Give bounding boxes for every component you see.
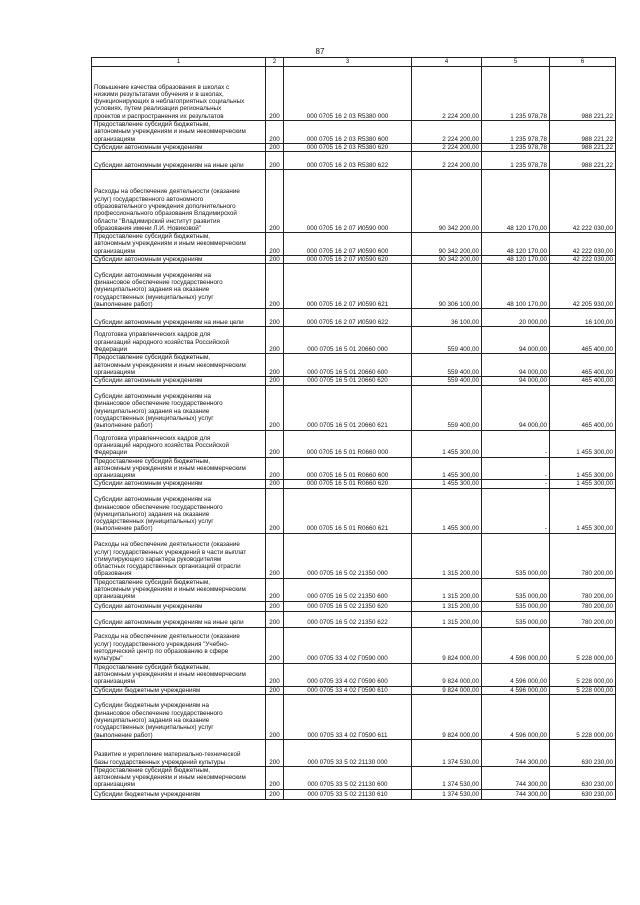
- row-value-col4: 1 374 530,00: [412, 789, 482, 799]
- row-value-col4: 9 824 000,00: [412, 694, 482, 739]
- row-value-col4: 1 374 530,00: [412, 739, 482, 766]
- page-number: 87: [315, 47, 325, 56]
- row-classification-code: 000 0705 33 4 02 Г0590 610: [284, 686, 412, 694]
- table-row: [92, 430, 616, 457]
- row-value-col4: 559 400,00: [412, 377, 482, 385]
- row-admin-code: 200: [266, 327, 284, 354]
- row-classification-code: 000 0705 33 4 02 Г0590 000: [284, 627, 412, 663]
- column-header: 4: [412, 58, 482, 67]
- row-value-col5: 1 235 978,78: [482, 67, 550, 121]
- row-name: Субсидии автономным учреждениям на финансовое обеспечение государственного (муниципального) задания на оказание государственных (муниципальных) услуг (выполнение работ): [92, 385, 266, 430]
- table-row: [92, 264, 616, 309]
- row-name: Субсидии автономным учреждениям на иные цели: [92, 152, 266, 170]
- row-admin-code: 200: [266, 488, 284, 533]
- row-value-col4: 2 224 200,00: [412, 152, 482, 170]
- table-row: [92, 327, 616, 354]
- table-row: [92, 385, 616, 430]
- row-value-col4: 9 824 000,00: [412, 663, 482, 686]
- table-row: [92, 233, 616, 256]
- table-row: [92, 152, 616, 170]
- row-value-col4: 559 400,00: [412, 354, 482, 377]
- row-value-col4: 9 824 000,00: [412, 627, 482, 663]
- row-value-col5: 744 300,00: [482, 739, 550, 766]
- row-value-col5: 94 000,00: [482, 377, 550, 385]
- row-value-col6: 988 221,22: [550, 67, 616, 121]
- row-name: Субсидии автономным учреждениям: [92, 601, 266, 611]
- row-admin-code: 200: [266, 533, 284, 578]
- table-row: [92, 67, 616, 121]
- row-admin-code: 200: [266, 152, 284, 170]
- row-value-col5: 48 120 170,00: [482, 256, 550, 264]
- table-row: [92, 578, 616, 601]
- row-value-col5: 94 000,00: [482, 327, 550, 354]
- row-value-col5: 1 235 978,78: [482, 121, 550, 144]
- row-classification-code: 000 0705 16 5 01 R0660 621: [284, 488, 412, 533]
- row-name: Предоставление субсидий бюджетным, автономным учреждениям и иным некоммерческим организациям: [92, 233, 266, 256]
- row-value-col5: 1 235 978,78: [482, 152, 550, 170]
- row-admin-code: 200: [266, 663, 284, 686]
- row-classification-code: 000 0705 33 5 02 21130 000: [284, 739, 412, 766]
- column-header: 5: [482, 58, 550, 67]
- row-value-col6: 5 228 000,00: [550, 663, 616, 686]
- row-classification-code: 000 0705 16 2 07 И0590 621: [284, 264, 412, 309]
- row-name: Субсидии автономным учреждениям на финансовое обеспечение государственного (муниципального) задания на оказание государственных (муниципальных) услуг (выполнение работ): [92, 264, 266, 309]
- row-name: Предоставление субсидий бюджетным, автономным учреждениям и иным некоммерческим организациям: [92, 578, 266, 601]
- row-name: Субсидии бюджетным учреждениям на финансовое обеспечение государственного (муниципального) задания на оказание государственных (муниципальных) услуг (выполнение работ): [92, 694, 266, 739]
- row-admin-code: 200: [266, 309, 284, 327]
- row-classification-code: 000 0705 16 5 01 20660 621: [284, 385, 412, 430]
- row-value-col5: 535 000,00: [482, 601, 550, 611]
- row-classification-code: 000 0705 16 2 03 R5380 622: [284, 152, 412, 170]
- row-classification-code: 000 0705 16 2 03 R5380 600: [284, 121, 412, 144]
- row-classification-code: 000 0705 16 2 07 И0590 620: [284, 256, 412, 264]
- row-admin-code: 200: [266, 233, 284, 256]
- table-row: [92, 121, 616, 144]
- table-row: [92, 457, 616, 480]
- row-name: Предоставление субсидий бюджетным, автономным учреждениям и иным некоммерческим организациям: [92, 766, 266, 789]
- row-value-col4: 90 306 100,00: [412, 264, 482, 309]
- row-value-col5: -: [482, 430, 550, 457]
- row-name: Расходы на обеспечение деятельности (оказание услуг) государственного учреждения "Учебно- методический центр по образованию в сфере культуры": [92, 627, 266, 663]
- row-name: Расходы на обеспечение деятельности (оказание услуг) государственного автономного образовательного учреждения дополнительного профессионального образования Владимирской области "Владимирский институт развития образования имени Л.И. Новиковой": [92, 170, 266, 233]
- row-name: Субсидии бюджетным учреждениям: [92, 686, 266, 694]
- row-value-col4: 1 315 200,00: [412, 533, 482, 578]
- row-value-col4: 9 824 000,00: [412, 686, 482, 694]
- row-value-col5: 1 235 978,78: [482, 143, 550, 151]
- row-admin-code: 200: [266, 480, 284, 488]
- row-value-col6: 780 200,00: [550, 533, 616, 578]
- row-value-col4: 36 100,00: [412, 309, 482, 327]
- table-row: [92, 663, 616, 686]
- row-classification-code: 000 0705 33 5 02 21130 600: [284, 766, 412, 789]
- row-admin-code: 200: [266, 377, 284, 385]
- row-classification-code: 000 0705 16 5 02 21350 000: [284, 533, 412, 578]
- row-value-col5: -: [482, 457, 550, 480]
- row-name: Расходы на обеспечение деятельности (оказание услуг) государственных учреждений в части выплат стимулирующего характера руководителям областных государственных организаций отрасли образования: [92, 533, 266, 578]
- table-row: [92, 533, 616, 578]
- row-value-col6: 5 228 000,00: [550, 686, 616, 694]
- row-admin-code: 200: [266, 67, 284, 121]
- row-value-col6: 465 400,00: [550, 385, 616, 430]
- row-value-col4: 2 224 200,00: [412, 121, 482, 144]
- row-admin-code: 200: [266, 354, 284, 377]
- row-value-col5: 744 300,00: [482, 766, 550, 789]
- column-header: 3: [284, 58, 412, 67]
- row-classification-code: 000 0705 16 5 02 21350 622: [284, 611, 412, 627]
- row-classification-code: 000 0705 16 5 01 R0660 600: [284, 457, 412, 480]
- table-row: [92, 627, 616, 663]
- row-value-col6: 1 455 300,00: [550, 457, 616, 480]
- row-name: Предоставление субсидий бюджетным, автономным учреждениям и иным некоммерческим организациям: [92, 354, 266, 377]
- budget-table-container: [91, 57, 616, 800]
- row-value-col5: 535 000,00: [482, 578, 550, 601]
- row-value-col6: 465 400,00: [550, 327, 616, 354]
- row-admin-code: 200: [266, 766, 284, 789]
- row-admin-code: 200: [266, 430, 284, 457]
- table-row: [92, 480, 616, 488]
- row-admin-code: 200: [266, 121, 284, 144]
- row-value-col6: 42 222 030,00: [550, 170, 616, 233]
- row-admin-code: 200: [266, 789, 284, 799]
- row-classification-code: 000 0705 16 5 01 R0660 000: [284, 430, 412, 457]
- row-name: Субсидии автономным учреждениям на иные цели: [92, 611, 266, 627]
- row-admin-code: 200: [266, 686, 284, 694]
- row-value-col6: 42 205 930,00: [550, 264, 616, 309]
- row-value-col4: 90 342 200,00: [412, 233, 482, 256]
- row-value-col6: 630 230,00: [550, 789, 616, 799]
- row-classification-code: 000 0705 16 5 02 21350 620: [284, 601, 412, 611]
- column-header: 6: [550, 58, 616, 67]
- row-value-col5: 20 000,00: [482, 309, 550, 327]
- table-row: [92, 143, 616, 151]
- row-name: Субсидии автономным учреждениям на финансовое обеспечение государственного (муниципального) задания на оказание государственных (муниципальных) услуг (выполнение работ): [92, 488, 266, 533]
- row-admin-code: 200: [266, 143, 284, 151]
- row-classification-code: 000 0705 16 2 03 R5380 000: [284, 67, 412, 121]
- row-value-col5: 4 596 000,00: [482, 663, 550, 686]
- row-value-col5: 94 000,00: [482, 354, 550, 377]
- row-value-col4: 559 400,00: [412, 385, 482, 430]
- row-value-col5: 48 120 170,00: [482, 170, 550, 233]
- table-row: [92, 739, 616, 766]
- row-value-col4: 2 224 200,00: [412, 67, 482, 121]
- row-classification-code: 000 0705 33 5 02 21130 610: [284, 789, 412, 799]
- row-value-col6: 16 100,00: [550, 309, 616, 327]
- table-row: [92, 789, 616, 799]
- table-row: [92, 766, 616, 789]
- row-admin-code: 200: [266, 578, 284, 601]
- table-header-row: [92, 58, 616, 67]
- row-value-col5: -: [482, 488, 550, 533]
- row-value-col6: 1 455 300,00: [550, 480, 616, 488]
- row-value-col4: 1 315 200,00: [412, 611, 482, 627]
- row-value-col5: 4 596 000,00: [482, 627, 550, 663]
- row-value-col6: 465 400,00: [550, 377, 616, 385]
- row-value-col5: 48 100 170,00: [482, 264, 550, 309]
- row-admin-code: 200: [266, 170, 284, 233]
- row-value-col6: 630 230,00: [550, 739, 616, 766]
- row-value-col6: 988 221,22: [550, 143, 616, 151]
- row-classification-code: 000 0705 16 5 01 20660 600: [284, 354, 412, 377]
- row-admin-code: 200: [266, 601, 284, 611]
- row-name: Предоставление субсидий бюджетным, автономным учреждениям и иным некоммерческим организациям: [92, 121, 266, 144]
- row-admin-code: 200: [266, 694, 284, 739]
- row-value-col6: 5 228 000,00: [550, 627, 616, 663]
- row-admin-code: 200: [266, 264, 284, 309]
- row-name: Развитие и укрепление материально-технической базы государственных учреждений культуры: [92, 739, 266, 766]
- table-row: [92, 170, 616, 233]
- row-admin-code: 200: [266, 739, 284, 766]
- row-classification-code: 000 0705 16 2 07 И0590 622: [284, 309, 412, 327]
- row-classification-code: 000 0705 16 5 01 20660 620: [284, 377, 412, 385]
- table-row: [92, 694, 616, 739]
- row-name: Субсидии автономным учреждениям: [92, 256, 266, 264]
- column-header: 2: [266, 58, 284, 67]
- row-name: Субсидии автономным учреждениям: [92, 480, 266, 488]
- row-classification-code: 000 0705 16 5 01 20660 000: [284, 327, 412, 354]
- row-value-col6: 780 200,00: [550, 611, 616, 627]
- table-row: [92, 354, 616, 377]
- row-admin-code: 200: [266, 611, 284, 627]
- row-classification-code: 000 0705 16 2 07 И0590 000: [284, 170, 412, 233]
- table-row: [92, 377, 616, 385]
- row-admin-code: 200: [266, 457, 284, 480]
- row-value-col4: 90 342 200,00: [412, 170, 482, 233]
- row-value-col5: 48 120 170,00: [482, 233, 550, 256]
- row-value-col5: 94 000,00: [482, 385, 550, 430]
- row-value-col4: 1 315 200,00: [412, 578, 482, 601]
- row-admin-code: 200: [266, 385, 284, 430]
- row-classification-code: 000 0705 16 2 03 R5380 620: [284, 143, 412, 151]
- row-name: Повышение качества образования в школах с низкими результатами обучения и в школах, функционирующих в неблагоприятных социальных условиях, путем реализации региональных проектов и распространения их результатов: [92, 67, 266, 121]
- row-name: Субсидии автономным учреждениям: [92, 377, 266, 385]
- row-value-col6: 42 222 030,00: [550, 233, 616, 256]
- row-value-col5: 4 596 000,00: [482, 686, 550, 694]
- row-value-col6: 5 228 000,00: [550, 694, 616, 739]
- row-value-col5: 535 000,00: [482, 533, 550, 578]
- row-admin-code: 200: [266, 627, 284, 663]
- row-name: Подготовка управленческих кадров для организаций народного хозяйства Российской Федерации: [92, 327, 266, 354]
- row-value-col4: 1 315 200,00: [412, 601, 482, 611]
- row-name: Субсидии автономным учреждениям на иные цели: [92, 309, 266, 327]
- row-value-col6: 988 221,22: [550, 152, 616, 170]
- row-value-col5: 535 000,00: [482, 611, 550, 627]
- row-classification-code: 000 0705 16 5 01 R0660 620: [284, 480, 412, 488]
- row-admin-code: 200: [266, 256, 284, 264]
- row-value-col6: 1 455 300,00: [550, 430, 616, 457]
- row-value-col5: -: [482, 480, 550, 488]
- row-value-col4: 1 374 530,00: [412, 766, 482, 789]
- row-value-col4: 1 455 300,00: [412, 488, 482, 533]
- table-row: [92, 611, 616, 627]
- row-value-col6: 1 455 300,00: [550, 488, 616, 533]
- row-name: Субсидии автономным учреждениям: [92, 143, 266, 151]
- row-name: Субсидии бюджетным учреждениям: [92, 789, 266, 799]
- table-row: [92, 601, 616, 611]
- row-value-col6: 988 221,22: [550, 121, 616, 144]
- row-value-col4: 2 224 200,00: [412, 143, 482, 151]
- row-name: Предоставление субсидий бюджетным, автономным учреждениям и иным некоммерческим организациям: [92, 457, 266, 480]
- row-name: Подготовка управленческих кадров для организаций народного хозяйства Российской Федерации: [92, 430, 266, 457]
- row-classification-code: 000 0705 16 5 02 21350 600: [284, 578, 412, 601]
- table-row: [92, 686, 616, 694]
- row-value-col4: 90 342 200,00: [412, 256, 482, 264]
- row-name: Предоставление субсидий бюджетным, автономным учреждениям и иным некоммерческим организациям: [92, 663, 266, 686]
- row-value-col6: 780 200,00: [550, 578, 616, 601]
- row-value-col5: 4 596 000,00: [482, 694, 550, 739]
- row-value-col4: 1 455 300,00: [412, 457, 482, 480]
- column-header: 1: [92, 58, 266, 67]
- row-value-col4: 1 455 300,00: [412, 480, 482, 488]
- row-value-col6: 780 200,00: [550, 601, 616, 611]
- row-value-col4: 559 400,00: [412, 327, 482, 354]
- row-classification-code: 000 0705 33 4 02 Г0590 611: [284, 694, 412, 739]
- row-value-col6: 465 400,00: [550, 354, 616, 377]
- row-value-col5: 744 300,00: [482, 789, 550, 799]
- budget-table: [91, 57, 616, 800]
- row-value-col6: 42 222 030,00: [550, 256, 616, 264]
- row-classification-code: 000 0705 16 2 07 И0590 600: [284, 233, 412, 256]
- table-row: [92, 309, 616, 327]
- budget-table-body: [92, 67, 616, 800]
- row-value-col6: 630 230,00: [550, 766, 616, 789]
- row-classification-code: 000 0705 33 4 02 Г0590 600: [284, 663, 412, 686]
- table-row: [92, 488, 616, 533]
- row-value-col4: 1 455 300,00: [412, 430, 482, 457]
- table-row: [92, 256, 616, 264]
